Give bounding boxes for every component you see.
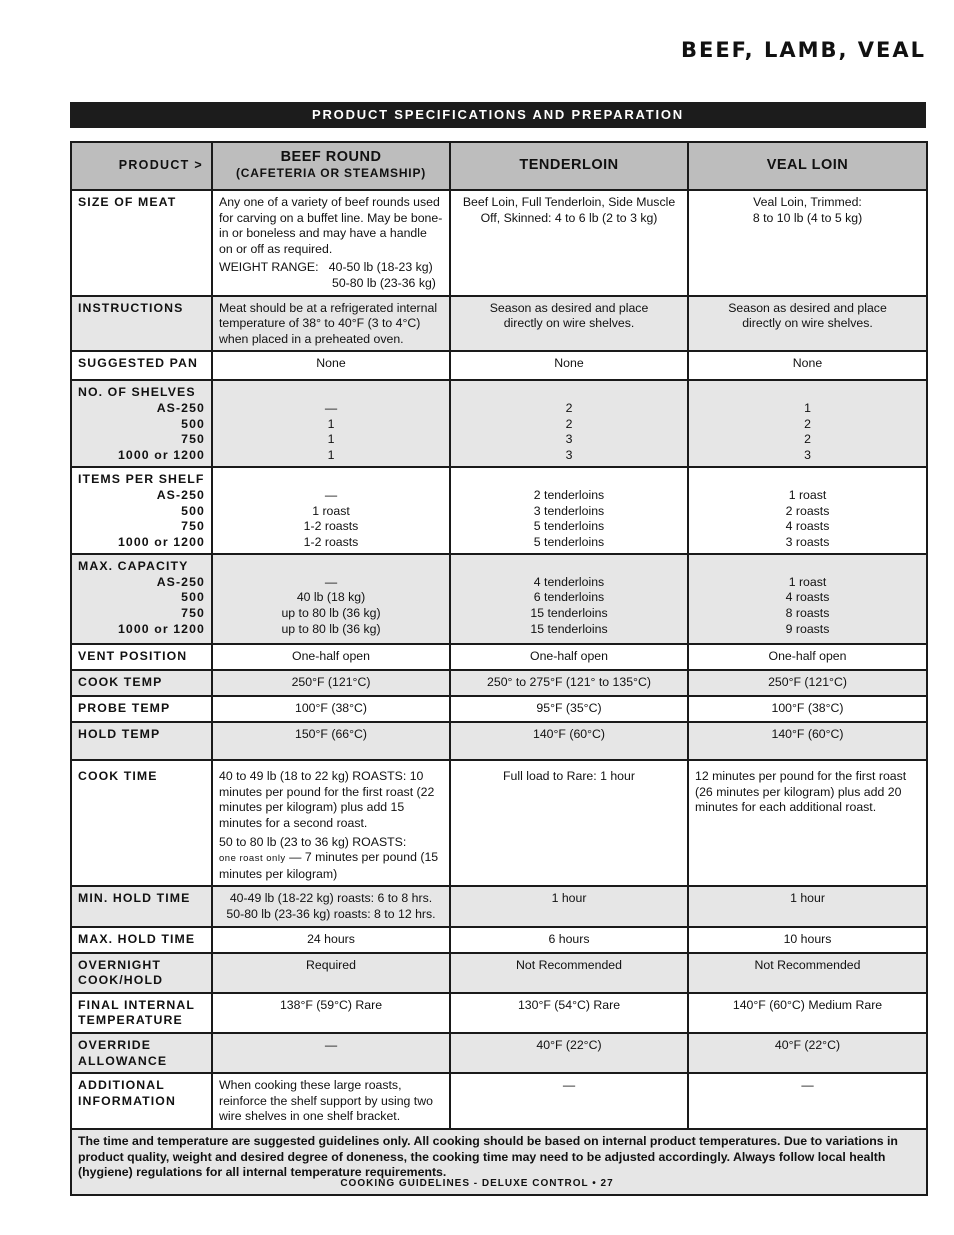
model-label: AS-250 bbox=[156, 574, 205, 589]
cell-value: — bbox=[324, 400, 338, 415]
row-label: SUGGESTED PAN bbox=[71, 351, 212, 380]
min-hold-col2: 1 hour bbox=[450, 886, 688, 926]
additional-col1: When cooking these large roasts, reinforce the shelf support by using two wire shelves in one shelf bracket. bbox=[212, 1073, 450, 1129]
row-no-of-shelves bbox=[71, 380, 927, 467]
min-hold-col1-line1: 40-49 lb (18-22 kg) roasts: 6 to 8 hrs. bbox=[229, 891, 433, 906]
final-temp-label-cell bbox=[71, 993, 212, 1033]
instructions-col2-line2: directly on wire shelves. bbox=[503, 316, 635, 331]
cell-value: 2 bbox=[804, 432, 811, 447]
items-col1 bbox=[212, 467, 450, 554]
row-label: PROBE TEMP bbox=[71, 696, 212, 722]
row-additional-information bbox=[71, 1073, 927, 1129]
row-label: NO. OF SHELVES bbox=[78, 385, 196, 400]
cell-value: 5 tenderloins bbox=[533, 519, 605, 534]
min-hold-col3: 1 hour bbox=[688, 886, 927, 926]
instructions-col3-line2: directly on wire shelves. bbox=[742, 316, 873, 331]
additional-col2: — bbox=[450, 1073, 688, 1129]
max-hold-col2: 6 hours bbox=[450, 927, 688, 953]
shelves-col3 bbox=[688, 380, 927, 467]
row-label: ITEMS PER SHELF bbox=[78, 472, 205, 487]
hold-temp-col3: 140°F (60°C) bbox=[688, 722, 927, 760]
items-col3 bbox=[688, 467, 927, 554]
row-probe-temp bbox=[71, 696, 927, 722]
row-overnight-cook-hold bbox=[71, 953, 927, 993]
cook-time-col1-p3 bbox=[219, 850, 443, 882]
cook-temp-col2: 250° to 275°F (121° to 135°C) bbox=[450, 670, 688, 696]
row-override-allowance bbox=[71, 1033, 927, 1073]
disclaimer-note: The time and temperature are suggested guidelines only. All cooking should be based on internal product temperatures. Due to variations in product quality, weight and desired degree of doneness, the cooking time may need to be adjusted accordingly. Always follow local health (hygiene) regulations for all internal temperature requirements. bbox=[71, 1129, 927, 1195]
cell-value: — bbox=[324, 487, 338, 502]
section-title: PRODUCT SPECIFICATIONS AND PREPARATION bbox=[70, 102, 926, 128]
cell-value: 15 tenderloins bbox=[530, 606, 608, 621]
cell-value: 8 roasts bbox=[785, 606, 830, 621]
instructions-col1: Meat should be at a refrigerated internal temperature of 38° to 40°F (3 to 4°C) when placed in a preheated oven. bbox=[212, 296, 450, 352]
cell-value: 1 roast bbox=[788, 574, 827, 589]
cell-value: 2 roasts bbox=[785, 503, 830, 518]
cook-time-col1-p2: 50 to 80 lb (23 to 36 kg) ROASTS: bbox=[219, 834, 407, 849]
cell-value: 3 bbox=[565, 432, 573, 447]
final-temp-col3: 140°F (60°C) Medium Rare bbox=[688, 993, 927, 1033]
cell-value: 15 tenderloins bbox=[530, 621, 608, 636]
override-col1: — bbox=[212, 1033, 450, 1073]
row-max-hold-time bbox=[71, 927, 927, 953]
weight-range-label: WEIGHT RANGE: bbox=[219, 260, 319, 275]
cell-value: 40 lb (18 kg) bbox=[296, 590, 366, 605]
row-min-hold-time bbox=[71, 886, 927, 926]
col-header-beef-round bbox=[212, 142, 450, 190]
cell-value: 3 roasts bbox=[785, 534, 830, 549]
final-temp-col2: 130°F (54°C) Rare bbox=[450, 993, 688, 1033]
row-label: HOLD TEMP bbox=[71, 722, 212, 760]
final-temp-col1: 138°F (59°C) Rare bbox=[212, 993, 450, 1033]
vent-col1: One-half open bbox=[212, 644, 450, 670]
row-cook-time bbox=[71, 760, 927, 886]
cell-value: 2 bbox=[804, 416, 811, 431]
cell-value: up to 80 lb (36 kg) bbox=[281, 621, 381, 636]
cell-value: 1 bbox=[327, 447, 335, 462]
items-label-cell bbox=[71, 467, 212, 554]
vent-col3: One-half open bbox=[688, 644, 927, 670]
size-col2: Beef Loin, Full Tenderloin, Side Muscle Off, Skinned: 4 to 6 lb (2 to 3 kg) bbox=[450, 190, 688, 296]
col-header-tenderloin: TENDERLOIN bbox=[450, 142, 688, 190]
row-cook-temp bbox=[71, 670, 927, 696]
row-label-line2: ALLOWANCE bbox=[78, 1053, 168, 1068]
size-col1 bbox=[212, 190, 450, 296]
shelves-label-cell bbox=[71, 380, 212, 467]
row-label: VENT POSITION bbox=[71, 644, 212, 670]
additional-label-cell bbox=[71, 1073, 212, 1129]
overnight-col2: Not Recommended bbox=[450, 953, 688, 993]
row-label: INSTRUCTIONS bbox=[71, 296, 212, 352]
size-col1-text: Any one of a variety of beef rounds used for carving on a buffet line. May be bone-in or boneless and may have a handle on or off as required. bbox=[219, 195, 443, 256]
additional-col3: — bbox=[688, 1073, 927, 1129]
cook-time-col3: 12 minutes per pound for the first roast (26 minutes per kilogram) plus add 20 minutes for each additional roast. bbox=[688, 760, 927, 886]
capacity-col2 bbox=[450, 554, 688, 644]
model-label: 1000 or 1200 bbox=[117, 621, 205, 636]
cell-value: up to 80 lb (36 kg) bbox=[281, 606, 381, 621]
header-row bbox=[71, 142, 927, 190]
model-label: 750 bbox=[181, 432, 205, 447]
instructions-col3-line1: Season as desired and place bbox=[728, 300, 887, 315]
cook-time-col1 bbox=[212, 760, 450, 886]
cell-value: 1 roast bbox=[788, 487, 827, 502]
size-col3-line2: 8 to 10 lb (4 to 5 kg) bbox=[752, 210, 863, 225]
row-label-line1: OVERNIGHT bbox=[78, 957, 162, 972]
min-hold-col1-line2: 50-80 lb (23-36 kg) roasts: 8 to 12 hrs. bbox=[226, 907, 436, 922]
row-label: SIZE OF MEAT bbox=[71, 190, 212, 296]
vent-col2: One-half open bbox=[450, 644, 688, 670]
cell-value: 1 roast bbox=[312, 503, 350, 518]
cell-value: 4 tenderloins bbox=[533, 574, 605, 589]
model-label: 1000 or 1200 bbox=[117, 447, 205, 462]
cell-value: 1 bbox=[327, 416, 335, 431]
override-col3: 40°F (22°C) bbox=[688, 1033, 927, 1073]
pan-col3: None bbox=[688, 351, 927, 380]
cook-time-col1-p1: 40 to 49 lb (18 to 22 kg) ROASTS: 10 minutes per pound for the first roast (22 minutes per kilogram) plus add 15 minutes for a second roast. bbox=[219, 769, 435, 831]
row-label-line1: FINAL INTERNAL bbox=[78, 997, 195, 1012]
probe-temp-col1: 100°F (38°C) bbox=[212, 696, 450, 722]
instructions-col2-line1: Season as desired and place bbox=[489, 300, 649, 315]
row-label: COOK TIME bbox=[71, 760, 212, 886]
model-label: 500 bbox=[181, 416, 205, 431]
min-hold-col1 bbox=[212, 886, 450, 926]
items-col2 bbox=[450, 467, 688, 554]
weight-range-line1 bbox=[219, 260, 443, 276]
cell-value: 4 roasts bbox=[785, 519, 830, 534]
model-label: 500 bbox=[181, 590, 205, 605]
capacity-label-cell bbox=[71, 554, 212, 644]
row-label-line1: OVERRIDE bbox=[78, 1038, 152, 1052]
overnight-col1: Required bbox=[212, 953, 450, 993]
row-label: MIN. HOLD TIME bbox=[71, 886, 212, 926]
model-label: 750 bbox=[181, 606, 205, 621]
row-label: MAX. CAPACITY bbox=[78, 559, 189, 574]
cell-value: 5 tenderloins bbox=[533, 534, 605, 549]
shelves-col2 bbox=[450, 380, 688, 467]
row-label-line2: TEMPERATURE bbox=[78, 1013, 183, 1028]
row-label: MAX. HOLD TIME bbox=[71, 927, 212, 953]
override-label-cell bbox=[71, 1033, 212, 1073]
cell-value: 4 roasts bbox=[785, 590, 830, 605]
cell-value: 1-2 roasts bbox=[303, 519, 359, 534]
model-label: 500 bbox=[181, 503, 205, 518]
overnight-label-cell bbox=[71, 953, 212, 993]
row-label: COOK TEMP bbox=[71, 670, 212, 696]
spec-table bbox=[70, 141, 928, 1196]
row-label-line1: ADDITIONAL bbox=[78, 1078, 165, 1093]
cell-value: 2 bbox=[565, 416, 573, 431]
row-vent-position bbox=[71, 644, 927, 670]
cell-value: 1-2 roasts bbox=[303, 534, 359, 549]
cell-value: 2 bbox=[565, 400, 573, 415]
cell-value: 2 tenderloins bbox=[533, 487, 605, 502]
cell-value: — bbox=[324, 574, 338, 589]
pan-col2: None bbox=[450, 351, 688, 380]
instructions-col3 bbox=[688, 296, 927, 352]
probe-temp-col2: 95°F (35°C) bbox=[450, 696, 688, 722]
row-label-line2: COOK/HOLD bbox=[78, 973, 164, 988]
one-roast-only: one roast only bbox=[219, 853, 286, 865]
product-header: PRODUCT > bbox=[71, 142, 212, 190]
probe-temp-col3: 100°F (38°C) bbox=[688, 696, 927, 722]
page-footer: COOKING GUIDELINES - DELUXE CONTROL • 27 bbox=[340, 1178, 614, 1189]
page-title: BEEF, LAMB, VEAL bbox=[680, 38, 926, 62]
max-hold-col3: 10 hours bbox=[688, 927, 927, 953]
size-col3 bbox=[688, 190, 927, 296]
cell-value: 3 bbox=[565, 447, 573, 462]
weight-range-1: 40-50 lb (18-23 kg) bbox=[328, 260, 433, 275]
cook-temp-col3: 250°F (121°C) bbox=[688, 670, 927, 696]
row-size-of-meat bbox=[71, 190, 927, 296]
model-label: 1000 or 1200 bbox=[117, 534, 205, 549]
hold-temp-col2: 140°F (60°C) bbox=[450, 722, 688, 760]
cell-value: 3 tenderloins bbox=[533, 503, 605, 518]
cell-value: 6 tenderloins bbox=[533, 590, 605, 605]
instructions-col2 bbox=[450, 296, 688, 352]
row-label-line2: INFORMATION bbox=[78, 1093, 176, 1108]
size-col3-line1: Veal Loin, Trimmed: bbox=[753, 195, 862, 209]
row-hold-temp bbox=[71, 722, 927, 760]
row-items-per-shelf bbox=[71, 467, 927, 554]
capacity-col1 bbox=[212, 554, 450, 644]
col1-subtitle: (CAFETERIA OR STEAMSHIP) bbox=[235, 166, 427, 180]
row-suggested-pan bbox=[71, 351, 927, 380]
override-col2: 40°F (22°C) bbox=[450, 1033, 688, 1073]
weight-range-2: 50-80 lb (23-36 kg) bbox=[332, 275, 436, 290]
overnight-col3: Not Recommended bbox=[688, 953, 927, 993]
cook-time-col1-p3-text: — 7 minutes per pound (15 minutes per kilogram) bbox=[219, 850, 439, 881]
max-hold-col1: 24 hours bbox=[212, 927, 450, 953]
hold-temp-col1: 150°F (66°C) bbox=[212, 722, 450, 760]
cook-temp-col1: 250°F (121°C) bbox=[212, 670, 450, 696]
capacity-col3 bbox=[688, 554, 927, 644]
model-label: AS-250 bbox=[156, 400, 205, 415]
cell-value: 9 roasts bbox=[785, 621, 830, 636]
pan-col1: None bbox=[212, 351, 450, 380]
row-max-capacity bbox=[71, 554, 927, 644]
cell-value: 1 bbox=[327, 432, 335, 447]
cell-value: 1 bbox=[804, 400, 811, 415]
shelves-col1 bbox=[212, 380, 450, 467]
col-header-veal-loin: VEAL LOIN bbox=[688, 142, 927, 190]
cell-value: 3 bbox=[804, 447, 811, 462]
row-final-internal-temperature bbox=[71, 993, 927, 1033]
row-instructions bbox=[71, 296, 927, 352]
model-label: AS-250 bbox=[156, 487, 205, 502]
cook-time-col2: Full load to Rare: 1 hour bbox=[450, 760, 688, 886]
model-label: 750 bbox=[181, 519, 205, 534]
col1-title: BEEF ROUND bbox=[280, 149, 382, 166]
